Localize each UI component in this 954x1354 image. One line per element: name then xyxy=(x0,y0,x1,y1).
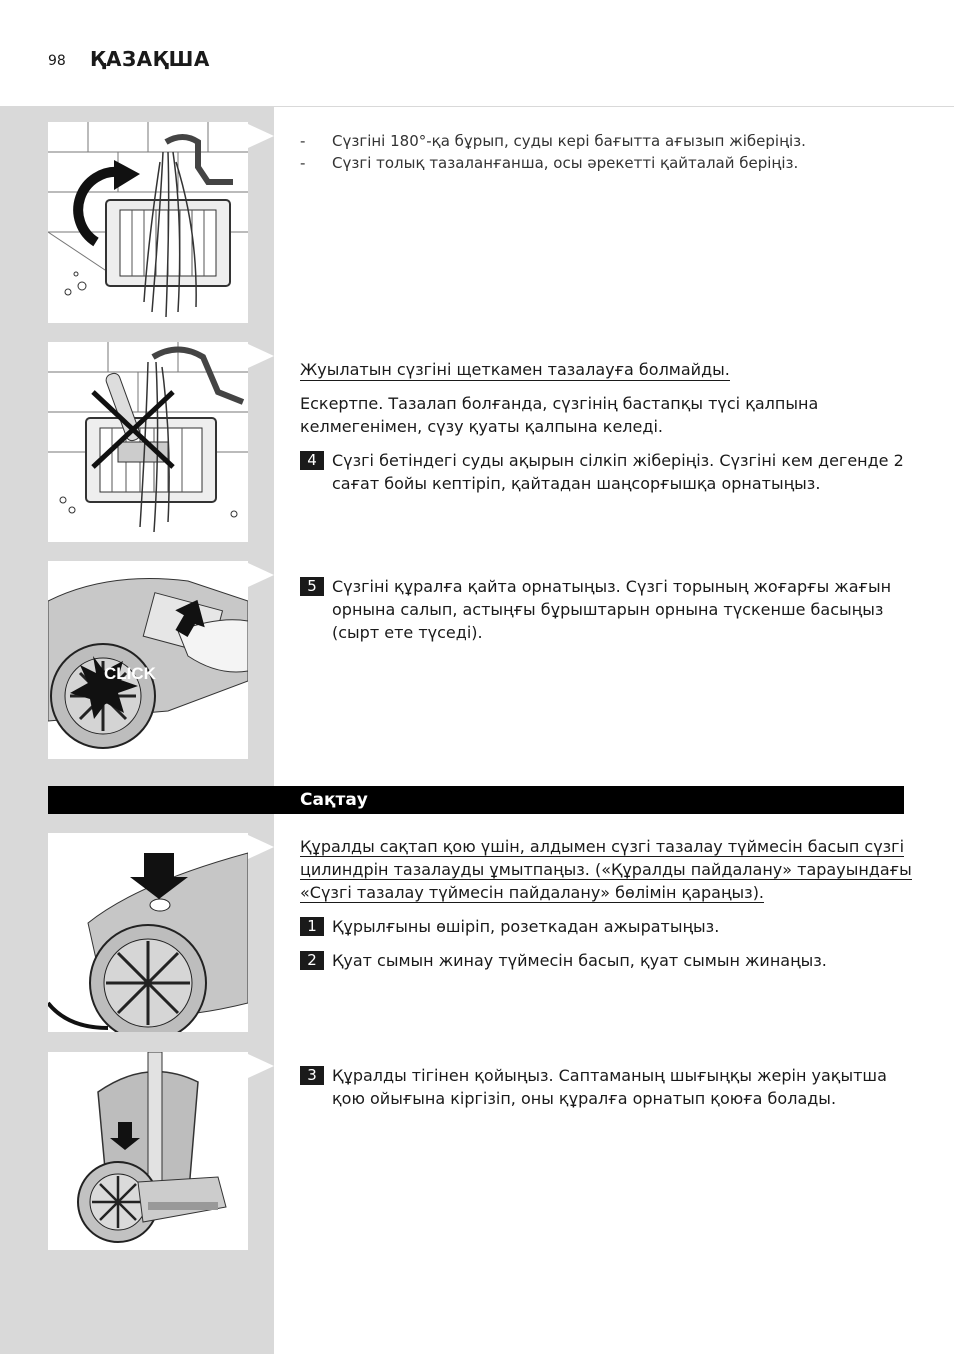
figure-press-button xyxy=(48,833,248,1032)
rinse-item-text: Сүзгіні 180°-қа бұрып, суды кері бағытта ағызып жіберіңіз. xyxy=(332,132,806,150)
step-line: (сырт ете түседі). xyxy=(332,623,483,642)
step-number: 4 xyxy=(300,451,324,470)
page-number: 98 xyxy=(48,53,66,69)
section-bar-storage xyxy=(48,786,904,814)
note-color xyxy=(300,392,905,438)
step-line: Сүзгі бетіндегі суды ақырын сілкіп жіберіңіз. Сүзгіні кем дегенде 2 xyxy=(332,451,904,470)
step-line: Құрылғыны өшіріп, розеткадан ажыратыңыз. xyxy=(332,917,720,936)
note-line: Ескертпе. Тазалап болғанда, сүзгінің бастапқы түсі қалпына xyxy=(300,394,819,413)
figure-reinstall-filter xyxy=(48,561,248,759)
step-line: орнына салып, астыңғы бұрыштарын орнына түскенше басыңыз xyxy=(332,600,884,619)
step-number: 3 xyxy=(300,1066,324,1085)
vertical-storage-illustration xyxy=(48,1052,248,1250)
figure-pointer xyxy=(248,835,274,859)
figure-pointer xyxy=(248,344,274,368)
storage-intro-line: цилиндрін тазалауды ұмытпаңыз. («Құралды пайдалану» тарауындағы xyxy=(300,860,912,879)
rinse-item-text: Сүзгі толық тазаланғанша, осы әрекетті қайталай беріңіз. xyxy=(332,154,799,172)
click-label: CLICK xyxy=(104,664,156,683)
no-brush-illustration xyxy=(48,342,248,542)
figure-no-brush xyxy=(48,342,248,542)
step-line: Құралды тігінен қойыңыз. Саптаманың шығыңқы жерін уақытша xyxy=(332,1066,887,1085)
bullet-dash: - xyxy=(300,154,306,172)
figure-pointer xyxy=(248,1054,274,1078)
figure-pointer xyxy=(248,563,274,587)
figure-vertical-storage xyxy=(48,1052,248,1250)
press-button-illustration xyxy=(48,833,248,1032)
figure-pointer xyxy=(248,124,274,148)
storage-intro-line: Құралды сақтап қою үшін, алдымен сүзгі тазалау түймесін басып сүзгі xyxy=(300,837,905,856)
step-number: 5 xyxy=(300,577,324,596)
warning-text: Жуылатын сүзгіні щеткамен тазалауға болмайды. xyxy=(300,360,730,379)
warning-no-brush xyxy=(300,358,905,381)
step-line: Қуат сымын жинау түймесін басып, қуат сымын жинаңыз. xyxy=(332,951,827,970)
section-title: Сақтау xyxy=(300,790,368,810)
bullet-dash: - xyxy=(300,132,306,150)
page-language-title: ҚАЗАҚША xyxy=(90,47,210,71)
step-line: Сүзгіні құралға қайта орнатыңыз. Сүзгі торының жоғарғы жағын xyxy=(332,577,892,596)
note-line: келмегенімен, сүзу қуаты қалпына келеді. xyxy=(300,417,663,436)
rinse-filter-illustration xyxy=(48,122,248,323)
step-number: 2 xyxy=(300,951,324,970)
step-line: сағат бойы кептіріп, қайтадан шаңсорғышқа орнатыңыз. xyxy=(332,474,821,493)
figure-rinse-filter xyxy=(48,122,248,323)
storage-intro xyxy=(300,835,912,904)
step-number: 1 xyxy=(300,917,324,936)
step-line: қою ойығына кіргізіп, оны құралға орнатып қоюға болады. xyxy=(332,1089,837,1108)
reinstall-filter-illustration xyxy=(48,561,248,759)
storage-intro-line: «Сүзгі тазалау түймесін пайдалану» бөлімін қараңыз). xyxy=(300,883,765,902)
